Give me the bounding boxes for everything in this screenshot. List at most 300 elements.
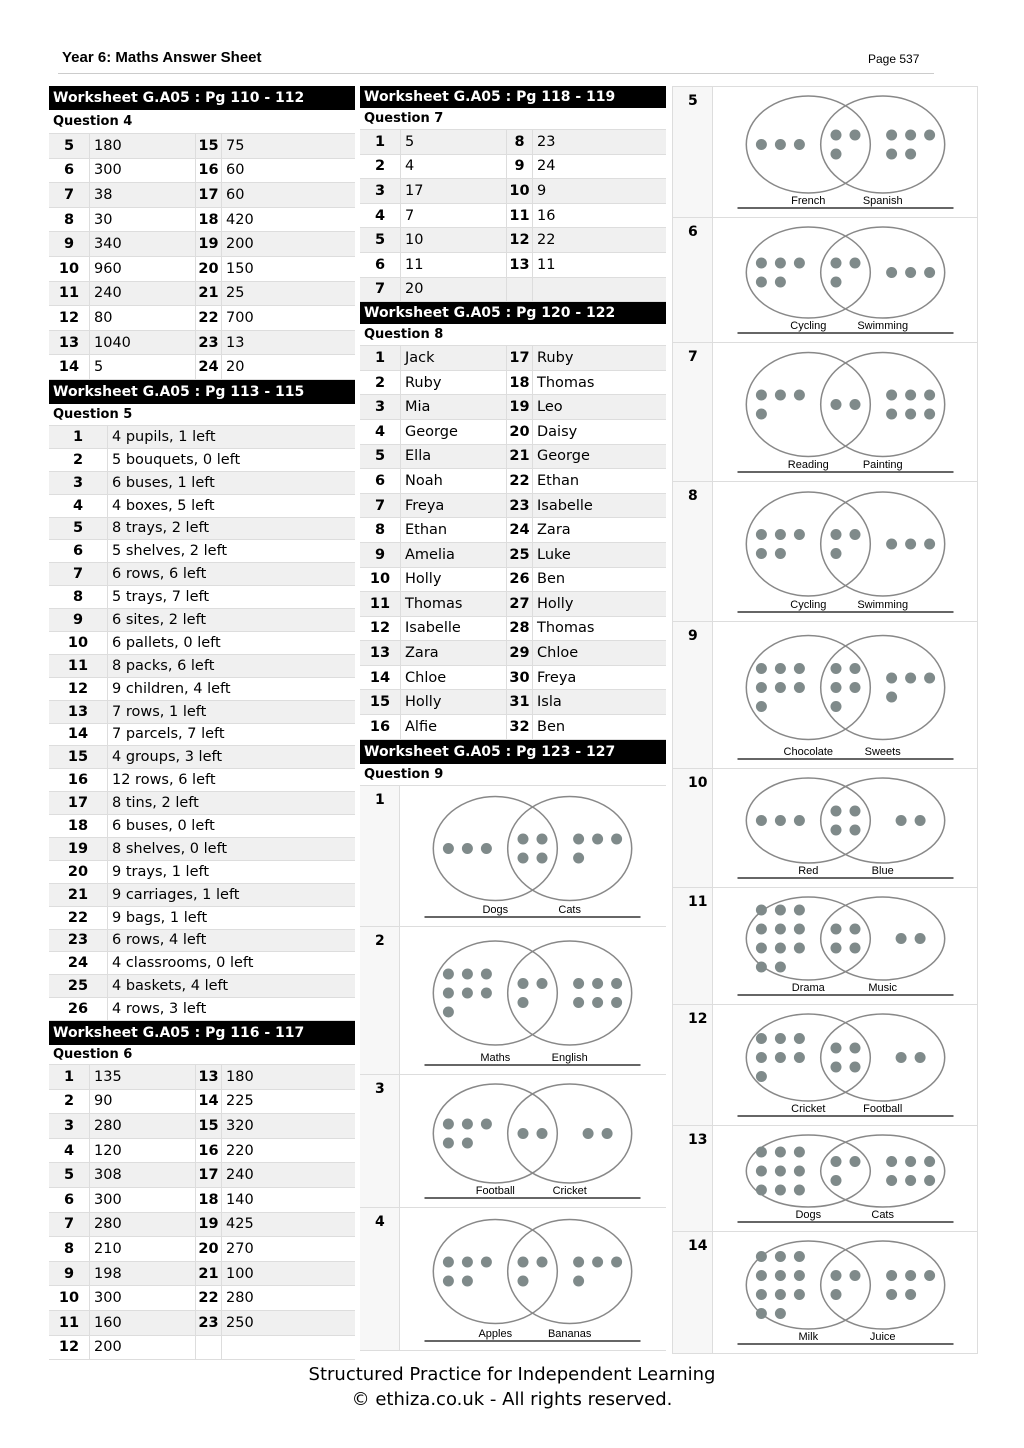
question-number: 11 (58, 1314, 80, 1331)
answer-value: 60 (221, 183, 355, 207)
left-only-dot (756, 962, 767, 973)
right-only-dot (573, 978, 584, 989)
answer-value: 9 children, 4 left (107, 678, 355, 700)
venn-answer (673, 482, 977, 622)
answer-value: Holly (400, 690, 506, 714)
answer-value: 90 (89, 1090, 195, 1114)
answer-row (360, 690, 666, 715)
answer-row (49, 975, 355, 998)
left-only-dot (756, 1147, 767, 1158)
answer-row (360, 420, 666, 445)
right-circle (821, 96, 945, 193)
venn-svg (713, 1232, 978, 1354)
answer-value: 30 (89, 208, 195, 232)
venn-svg (713, 482, 978, 622)
right-circle (508, 1219, 632, 1323)
question-number: 26 (67, 1001, 89, 1018)
right-only-dot (886, 673, 897, 684)
answer-row (49, 208, 355, 233)
question-number: 2 (360, 927, 400, 1074)
answer-value: Isabelle (400, 617, 506, 641)
question-number: 10 (673, 769, 713, 887)
question-number: 1 (374, 133, 386, 150)
answer-row (49, 183, 355, 208)
intersection-dot (518, 978, 529, 989)
question-number: 2 (63, 1093, 75, 1110)
answer-row (49, 769, 355, 792)
left-set-label: Milk (798, 1331, 819, 1343)
answer-value: 5 shelves, 2 left (107, 540, 355, 562)
answer-row (49, 1163, 355, 1188)
question-number: 13 (369, 645, 391, 662)
question-number: 10 (58, 260, 80, 277)
answer-row (49, 472, 355, 495)
question-number: 5 (63, 1167, 75, 1184)
question-number: 13 (67, 703, 89, 720)
venn-diagram (713, 482, 977, 621)
answer-row (49, 952, 355, 975)
question-number: 6 (374, 256, 386, 273)
intersection-dot (518, 1275, 529, 1286)
right-circle (821, 1241, 945, 1329)
question-number: 7 (63, 1216, 75, 1233)
right-only-dot (905, 1175, 916, 1186)
left-set-label: Dogs (482, 903, 509, 916)
left-only-dot (481, 987, 492, 998)
right-only-dot (886, 1270, 897, 1281)
intersection-dot (831, 1175, 842, 1186)
answer-row (49, 1286, 355, 1311)
left-set-label: Cricket (791, 1103, 826, 1115)
left-only-dot (481, 1118, 492, 1129)
section-title: Worksheet G.A05 : Pg 120 - 122 (360, 302, 666, 324)
answer-value: 4 baskets, 4 left (107, 975, 355, 997)
intersection-dot (850, 1270, 861, 1281)
answer-value: 16 (532, 204, 666, 228)
question-title: Question 5 (49, 404, 355, 426)
left-only-dot (481, 843, 492, 854)
left-only-dot (775, 1289, 786, 1300)
right-only-dot (611, 1256, 622, 1267)
answer-row (49, 306, 355, 331)
venn-diagram (713, 343, 977, 481)
question-number: 6 (72, 543, 84, 560)
left-only-dot (443, 1137, 454, 1148)
answer-value: 4 rows, 3 left (107, 998, 355, 1020)
left-set-label: Chocolate (783, 746, 834, 758)
answer-row (360, 371, 666, 396)
question-title: Question 6 (49, 1045, 355, 1065)
question-number: 12 (58, 309, 80, 326)
answer-value: Daisy (532, 420, 666, 444)
question-number: 11 (58, 285, 80, 302)
right-only-dot (896, 933, 907, 944)
venn-answer (673, 622, 977, 769)
answer-row (49, 746, 355, 769)
answer-row (49, 1262, 355, 1287)
answer-value: 75 (221, 134, 355, 158)
answer-value: 425 (221, 1213, 355, 1237)
question-number: 11 (506, 204, 532, 228)
intersection-dot (537, 1256, 548, 1267)
left-only-dot (775, 663, 786, 674)
answer-row (49, 426, 355, 449)
right-set-label: Cricket (552, 1184, 587, 1197)
question-number: 19 (195, 1213, 221, 1237)
left-only-dot (775, 548, 786, 559)
answer-value: 320 (221, 1114, 355, 1138)
venn-answer (673, 218, 977, 343)
question-number: 14 (67, 726, 89, 743)
question-number (506, 278, 532, 302)
answer-value: 60 (221, 159, 355, 183)
answer-value: 10 (400, 228, 506, 252)
question-number: 13 (58, 334, 80, 351)
question-number: 8 (673, 482, 713, 621)
answer-value: Holly (532, 592, 666, 616)
question-number: 11 (673, 888, 713, 1004)
question-number: 3 (63, 1118, 75, 1135)
question-number: 19 (195, 232, 221, 256)
column-3 (672, 86, 978, 1354)
left-only-dot (481, 1256, 492, 1267)
answer-value: 6 buses, 0 left (107, 815, 355, 837)
header-divider (58, 73, 934, 74)
intersection-dot (850, 825, 861, 836)
venn-diagram (400, 927, 666, 1074)
left-only-dot (775, 1185, 786, 1196)
question-number: 11 (67, 657, 89, 674)
question-number: 3 (374, 182, 386, 199)
column-2 (360, 86, 666, 1354)
left-only-dot (775, 682, 786, 693)
right-only-dot (924, 267, 935, 278)
venn-svg (400, 786, 665, 927)
page-number: Page 537 (868, 52, 920, 66)
intersection-dot (831, 1062, 842, 1073)
question-number: 15 (195, 1114, 221, 1138)
venn-svg (400, 1208, 665, 1351)
question-number: 22 (506, 469, 532, 493)
question-number: 5 (673, 87, 713, 217)
right-circle (821, 897, 945, 980)
answer-row (49, 1213, 355, 1238)
answer-value: Ethan (400, 518, 506, 542)
intersection-dot (831, 548, 842, 559)
right-circle (821, 778, 945, 863)
question-number: 16 (67, 772, 89, 789)
question-number: 23 (195, 1311, 221, 1335)
answer-row (49, 257, 355, 282)
answer-value: 280 (89, 1114, 195, 1138)
left-only-dot (794, 1166, 805, 1177)
answer-row (49, 586, 355, 609)
right-only-dot (905, 149, 916, 160)
left-only-dot (443, 1118, 454, 1129)
right-only-dot (905, 1270, 916, 1281)
answer-value: 308 (89, 1163, 195, 1187)
answer-value: 5 (89, 355, 195, 379)
answer-value (532, 278, 666, 302)
answer-row (360, 592, 666, 617)
question-number: 10 (506, 179, 532, 203)
venn-diagram (713, 1126, 977, 1231)
answer-value: 6 pallets, 0 left (107, 632, 355, 654)
question-number: 12 (673, 1005, 713, 1125)
left-only-dot (794, 529, 805, 540)
left-only-dot (756, 390, 767, 401)
intersection-dot (831, 825, 842, 836)
question-number: 1 (72, 428, 84, 445)
right-only-dot (886, 539, 897, 550)
right-only-dot (611, 997, 622, 1008)
right-only-dot (573, 833, 584, 844)
left-only-dot (443, 968, 454, 979)
left-only-dot (775, 277, 786, 288)
venn-diagram (400, 786, 666, 926)
question-number: 20 (195, 1237, 221, 1261)
answer-row (360, 395, 666, 420)
answer-value: 180 (221, 1065, 355, 1089)
question-number: 17 (195, 183, 221, 207)
venn-answer (360, 1075, 666, 1208)
answer-row (49, 540, 355, 563)
answer-value: George (400, 420, 506, 444)
question-number: 16 (369, 718, 391, 735)
question-number: 14 (58, 359, 80, 376)
left-only-dot (443, 1006, 454, 1017)
intersection-dot (831, 1289, 842, 1300)
question-number: 5 (72, 520, 84, 537)
left-only-dot (775, 962, 786, 973)
left-only-dot (756, 548, 767, 559)
answer-value: 6 buses, 1 left (107, 472, 355, 494)
right-set-label: Sweets (864, 746, 901, 758)
left-only-dot (775, 943, 786, 954)
question-number: 2 (374, 158, 386, 175)
left-only-dot (756, 1251, 767, 1262)
right-only-dot (896, 815, 907, 826)
section-title: Worksheet G.A05 : Pg 123 - 127 (360, 740, 666, 764)
question-number: 21 (506, 445, 532, 469)
question-number: 3 (360, 1075, 400, 1207)
answer-value: 25 (221, 282, 355, 306)
answer-value: 22 (532, 228, 666, 252)
answer-value: 7 (400, 204, 506, 228)
answer-row (49, 1311, 355, 1336)
left-only-dot (775, 1033, 786, 1044)
question-number: 19 (67, 840, 89, 857)
answer-value: Ben (532, 715, 666, 739)
answer-row (360, 253, 666, 278)
venn-svg (713, 1005, 978, 1126)
answer-row (49, 930, 355, 953)
left-only-dot (756, 663, 767, 674)
left-circle (746, 492, 870, 596)
intersection-dot (518, 852, 529, 863)
question-number: 28 (506, 617, 532, 641)
intersection-dot (831, 701, 842, 712)
left-only-dot (462, 987, 473, 998)
answer-value: Ethan (532, 469, 666, 493)
question-number: 9 (506, 155, 532, 179)
question-number: 8 (374, 522, 386, 539)
intersection-dot (537, 852, 548, 863)
answer-row (49, 232, 355, 257)
right-only-dot (924, 1270, 935, 1281)
left-only-dot (794, 943, 805, 954)
question-number: 24 (506, 518, 532, 542)
answer-value: 5 trays, 7 left (107, 586, 355, 608)
left-only-dot (462, 1118, 473, 1129)
answer-value: 20 (400, 278, 506, 302)
question-title: Question 7 (360, 108, 666, 130)
intersection-dot (537, 833, 548, 844)
venn-answer (673, 1232, 977, 1354)
answer-value: 8 packs, 6 left (107, 655, 355, 677)
intersection-dot (831, 924, 842, 935)
answer-value: 300 (89, 159, 195, 183)
right-set-label: Bananas (547, 1327, 592, 1340)
question-number: 9 (72, 612, 84, 628)
venn-answer (673, 769, 977, 888)
answer-value: 24 (532, 155, 666, 179)
question-title: Question 8 (360, 324, 666, 346)
question-title: Question 4 (49, 110, 355, 134)
answer-row (49, 449, 355, 472)
left-only-dot (756, 1166, 767, 1177)
left-only-dot (794, 682, 805, 693)
answer-value: 4 pupils, 1 left (107, 426, 355, 448)
section-title: Worksheet G.A05 : Pg 113 - 115 (49, 380, 355, 404)
answer-row (49, 159, 355, 184)
sheet-title: Year 6: Maths Answer Sheet (62, 49, 262, 66)
answer-value: Isabelle (532, 494, 666, 518)
answer-value: Noah (400, 469, 506, 493)
answer-value: 160 (89, 1311, 195, 1335)
left-only-dot (462, 1137, 473, 1148)
answer-row (49, 815, 355, 838)
question-number: 26 (506, 568, 532, 592)
answer-value: Freya (400, 494, 506, 518)
left-only-dot (794, 1270, 805, 1281)
right-only-dot (905, 390, 916, 401)
answer-value: 9 carriages, 1 left (107, 884, 355, 906)
question-number: 19 (506, 395, 532, 419)
venn-diagram (713, 87, 977, 217)
question-number: 4 (374, 207, 386, 224)
answer-value: 17 (400, 179, 506, 203)
answer-row (49, 609, 355, 632)
right-only-dot (915, 933, 926, 944)
question-number: 21 (67, 886, 89, 903)
answer-row (360, 346, 666, 371)
answer-value: 960 (89, 257, 195, 281)
answer-value: 5 bouquets, 0 left (107, 449, 355, 471)
answer-value: 120 (89, 1139, 195, 1163)
answer-value: 280 (89, 1213, 195, 1237)
answer-value: 13 (221, 331, 355, 355)
venn-answer (673, 1126, 977, 1232)
answer-value: 6 sites, 2 left (107, 609, 355, 631)
answer-row (360, 130, 666, 155)
right-only-dot (573, 852, 584, 863)
question-number (195, 1336, 221, 1360)
venn-svg (713, 888, 978, 1005)
intersection-dot (518, 997, 529, 1008)
venn-answer (673, 1005, 977, 1126)
left-only-dot (756, 1270, 767, 1281)
left-only-dot (756, 1071, 767, 1082)
left-set-label: Drama (791, 982, 825, 994)
venn-svg (713, 769, 978, 888)
right-only-dot (896, 1052, 907, 1063)
question-number: 14 (195, 1090, 221, 1114)
left-only-dot (462, 843, 473, 854)
question-number: 7 (374, 281, 386, 298)
answer-value: 9 trays, 1 left (107, 861, 355, 883)
venn-diagram (713, 218, 977, 342)
answer-value: Zara (400, 641, 506, 665)
left-only-dot (794, 905, 805, 916)
left-circle (433, 1219, 557, 1323)
intersection-dot (850, 258, 861, 269)
right-set-label: Painting (862, 459, 903, 471)
question-number: 13 (506, 253, 532, 277)
question-number: 3 (374, 399, 386, 416)
intersection-dot (850, 663, 861, 674)
question-number: 6 (374, 472, 386, 489)
intersection-dot (831, 1270, 842, 1281)
answer-row (49, 1336, 355, 1361)
right-set-label: Spanish (862, 195, 903, 207)
left-only-dot (756, 1052, 767, 1063)
answer-value: 200 (221, 232, 355, 256)
question-number: 11 (369, 595, 391, 612)
answer-value: 38 (89, 183, 195, 207)
question-number: 21 (195, 282, 221, 306)
left-only-dot (794, 390, 805, 401)
question-number: 7 (72, 566, 84, 583)
venn-diagram (713, 1005, 977, 1125)
right-only-dot (905, 1156, 916, 1167)
intersection-dot (850, 130, 861, 141)
answer-value: 250 (221, 1311, 355, 1335)
answer-value: 4 groups, 3 left (107, 746, 355, 768)
answer-value: Alfie (400, 715, 506, 739)
question-number: 6 (63, 1191, 75, 1208)
intersection-dot (518, 1256, 529, 1267)
left-only-dot (794, 1251, 805, 1262)
answer-value: 420 (221, 208, 355, 232)
question-number: 17 (195, 1163, 221, 1187)
right-only-dot (602, 1128, 613, 1139)
question-number: 22 (195, 1286, 221, 1310)
answer-value: 9 bags, 1 left (107, 907, 355, 929)
left-only-dot (443, 1275, 454, 1286)
left-only-dot (443, 987, 454, 998)
answer-value: 80 (89, 306, 195, 330)
question-number: 4 (374, 423, 386, 440)
answer-value: 200 (89, 1336, 195, 1360)
right-only-dot (924, 539, 935, 550)
answer-value: 225 (221, 1090, 355, 1114)
left-only-dot (756, 277, 767, 288)
right-only-dot (611, 978, 622, 989)
answer-value: Freya (532, 666, 666, 690)
answer-row (360, 155, 666, 180)
answer-row (49, 701, 355, 724)
